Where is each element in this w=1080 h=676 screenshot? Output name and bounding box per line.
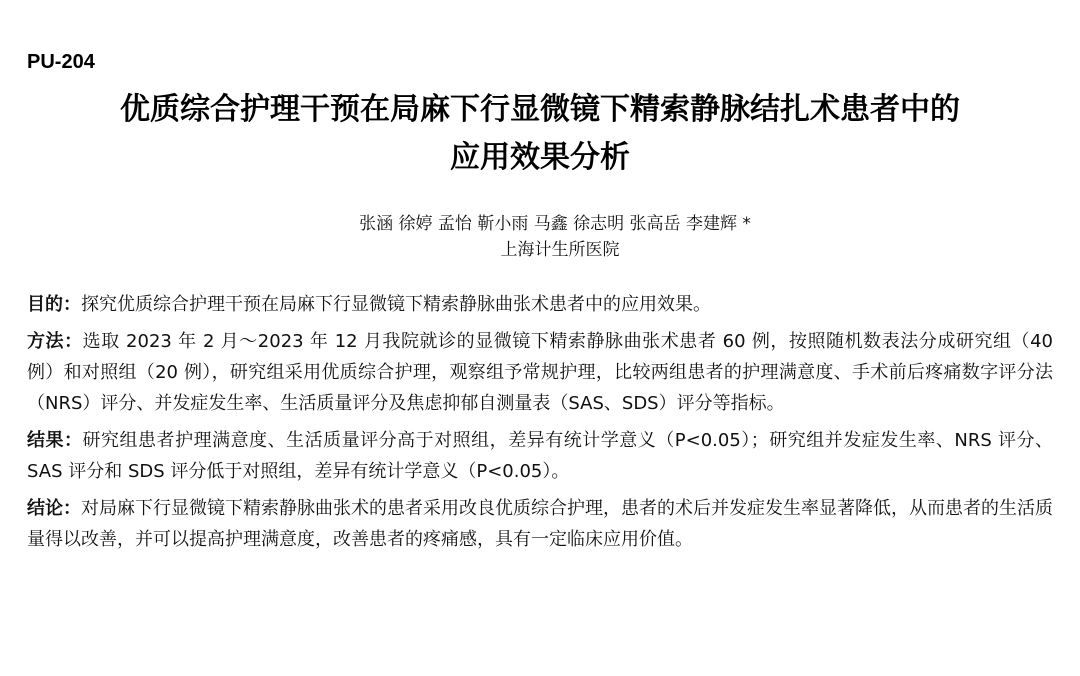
abstract-results — [27, 425, 1053, 487]
abstract-objective — [27, 289, 1053, 320]
conclusion-label: 结论： — [27, 498, 81, 519]
results-text: 研究组患者护理满意度、生活质量评分高于对照组，差异有统计学意义（P<0.05）；研究组并发症发生率、NRS 评分、SAS 评分和 SDS 评分低于对照组，差异有统计学意义（P<0.05）。 — [27, 430, 1053, 482]
objective-text: 探究优质综合护理干预在局麻下行显微镜下精索静脉曲张术患者中的应用效果。 — [81, 294, 711, 315]
abstract-conclusion — [27, 493, 1053, 555]
abstract — [27, 289, 1053, 561]
methods-text: 选取 2023 年 2 月～2023 年 12 月我院就诊的显微镜下精索静脉曲张术患者 60 例，按照随机数表法分成研究组（40 例）和对照组（20 例），研究组采用优质综合护理，观察组予常规护理，比较两组患者的护理满意度、手术前后疼痛数字评分法（NRS）评分、并发症发生率、生活质量评分及焦虑抑郁自测量表（SAS、SDS）评分等指标。 — [27, 331, 1054, 414]
paper-title-line-1: 优质综合护理干预在局麻下行显微镜下精索静脉结扎术患者中的 — [120, 92, 960, 127]
paper-code: PU-204 — [27, 51, 95, 73]
methods-label: 方法： — [27, 331, 83, 352]
affiliation: 上海计生所医院 — [500, 240, 620, 260]
objective-label: 目的： — [27, 294, 81, 315]
author-list: 张涵 徐婷 孟怡 靳小雨 马鑫 徐志明 张高岳 李建辉 * — [359, 214, 751, 234]
results-label: 结果： — [27, 430, 83, 451]
paper-title-line-2: 应用效果分析 — [450, 140, 630, 175]
abstract-methods — [27, 326, 1053, 419]
conclusion-text: 对局麻下行显微镜下精索静脉曲张术的患者采用改良优质综合护理，患者的术后并发症发生率显著降低，从而患者的生活质量得以改善，并可以提高护理满意度，改善患者的疼痛感，具有一定临床应用价值。 — [27, 498, 1053, 550]
paper-title — [20, 86, 1060, 182]
